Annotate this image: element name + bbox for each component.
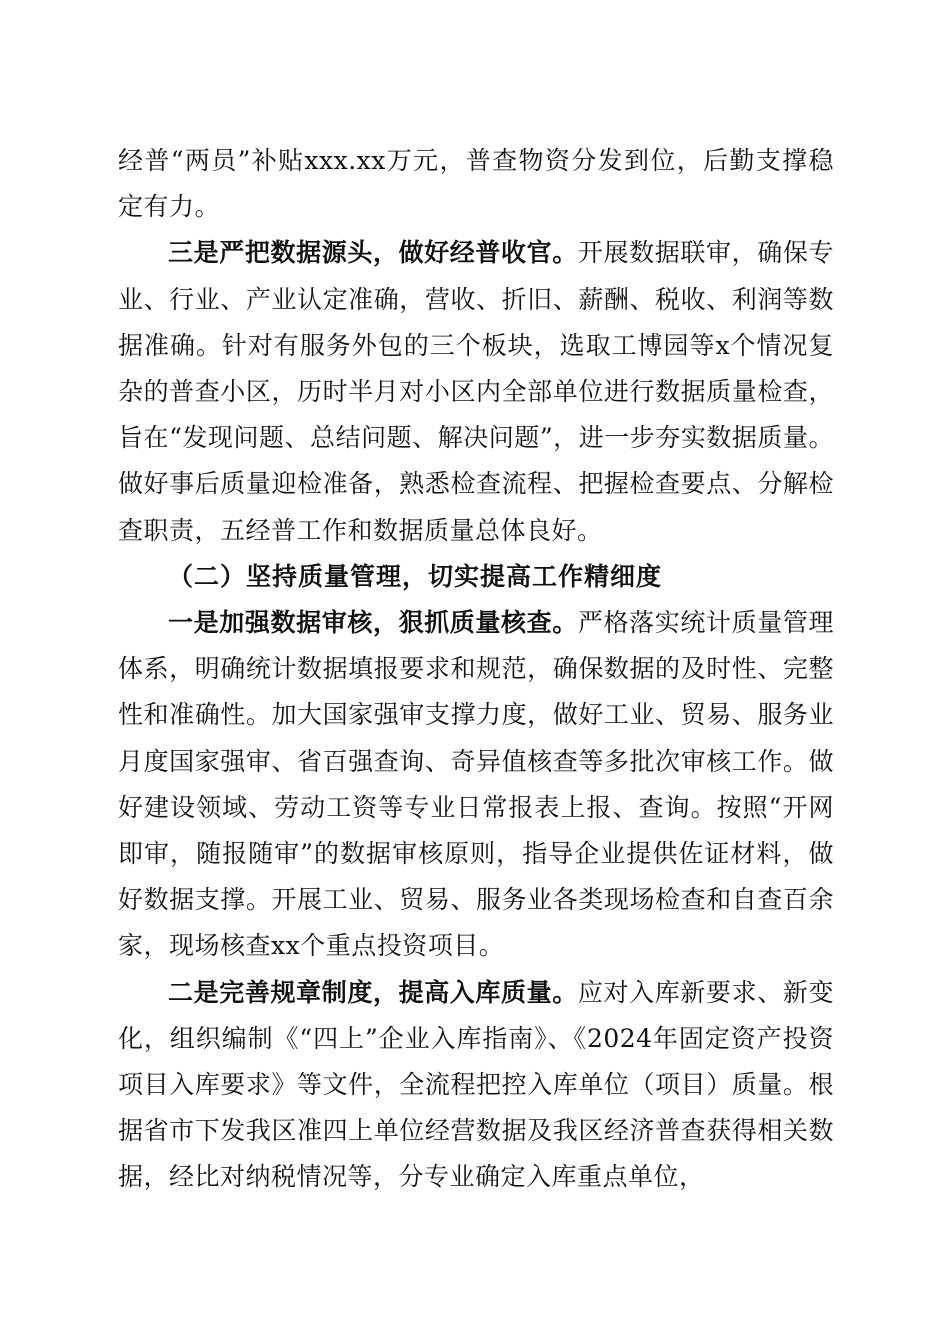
paragraph-text: 经普“两员”补贴xxx.xx万元，普查物资分发到位，后勤支撑稳定有力。: [118, 146, 834, 222]
paragraph-data-review: [118, 600, 834, 970]
paragraph-text: 严格落实统计质量管理体系，明确统计数据填报要求和规范，确保数据的及时性、完整性和准确性。加大国家强审支撑力度，做好工业、贸易、服务业月度国家强审、省百强查询、奇异值核查等多批次审核工作。做好建设领域、劳动工资等专业日常报表上报、查询。按照“开网即审，随报随审”的数据审核原则，指导企业提供佐证材料，做好数据支撑。开展工业、贸易、服务业各类现场检查和自查百余家，现场核查xx个重点投资项目。: [118, 608, 834, 961]
paragraph-continuation: [118, 138, 834, 230]
paragraph-text: 开展数据联审，确保专业、行业、产业认定准确，营收、折旧、薪酬、税收、利润等数据准确。针对有服务外包的三个板块，选取工博园等x个情况复杂的普查小区，历时半月对小区内全部单位进行数据质量检查，旨在“发现问题、总结问题、解决问题”，进一步夯实数据质量。做好事后质量迎检准备，熟悉检查流程、把握检查要点、分解检查职责，五经普工作和数据质量总体良好。: [118, 238, 834, 545]
paragraph-text: 应对入库新要求、新变化，组织编制《“四上”企业入库指南》、《2024年固定资产投资项目入库要求》等文件，全流程把控入库单位（项目）质量。根据省市下发我区准四上单位经营数据及我区经济普查获得相关数据，经比对纳税情况等，分专业确定入库重点单位，: [118, 977, 834, 1192]
section-heading-text: （二）坚持质量管理，切实提高工作精细度: [168, 561, 663, 591]
paragraph-lead: 三是严把数据源头，做好经普收官。: [168, 238, 578, 268]
paragraph-lead: 一是加强数据审核，狠抓质量核查。: [168, 608, 578, 638]
paragraph-lead: 二是完善规章制度，提高入库质量。: [168, 977, 578, 1007]
section-heading: [118, 554, 834, 600]
document-body: [118, 138, 834, 1201]
paragraph-regulations: [118, 970, 834, 1201]
paragraph-data-source: [118, 230, 834, 553]
